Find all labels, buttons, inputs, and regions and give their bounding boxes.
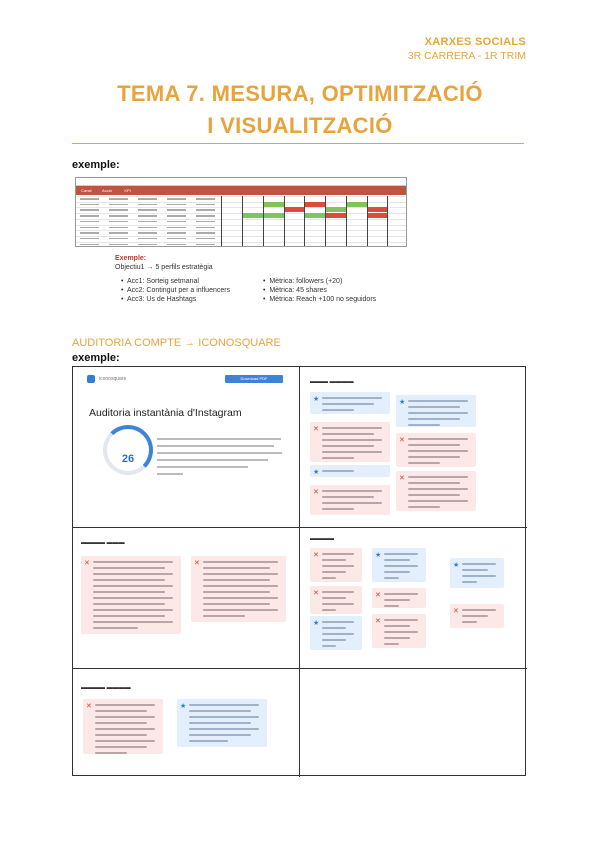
panel-title: ▬▬▬ ▬▬▬▬	[310, 379, 354, 385]
panel-title: ▬▬▬▬ ▬▬▬▬	[81, 685, 131, 691]
text-line	[384, 565, 418, 567]
sheet-text-cell	[109, 244, 128, 246]
sheet-text-cell	[196, 215, 215, 217]
sheet-text-cell	[109, 227, 128, 229]
star-icon: ★	[313, 396, 320, 403]
text-line	[322, 571, 346, 573]
star-icon: ★	[375, 552, 382, 559]
cross-icon: ✕	[313, 552, 319, 559]
star-icon: ★	[313, 469, 320, 476]
text-line	[322, 597, 346, 599]
warning-card	[83, 699, 163, 754]
audit-description	[157, 435, 287, 480]
warning-card	[372, 588, 426, 608]
sheet-text-cell	[196, 198, 215, 200]
text-line	[384, 553, 418, 555]
sheet-text-cell	[138, 238, 157, 240]
sheet-text-cell	[196, 221, 215, 223]
text-line	[93, 567, 165, 569]
sheet-status-cell	[242, 213, 263, 218]
course-title: XARXES SOCIALS	[424, 36, 526, 48]
text-line	[189, 722, 251, 724]
sheet-text-cell	[138, 209, 157, 211]
text-line	[408, 506, 440, 508]
text-line	[322, 621, 354, 623]
text-line	[189, 734, 251, 736]
sheet-text-cell	[167, 209, 186, 211]
text-line	[384, 637, 410, 639]
text-line	[408, 412, 468, 414]
sheet-col-line	[221, 196, 222, 247]
text-line	[95, 710, 147, 712]
text-line	[322, 502, 382, 504]
sheet-col-line	[242, 196, 243, 247]
sheet-status-cell	[304, 202, 325, 207]
sheet-text-cell	[196, 209, 215, 211]
sheet-status-cell	[263, 202, 284, 207]
sheet-status-cell	[367, 213, 388, 218]
sheet-header-cell: KPI	[124, 188, 131, 193]
audit-screenshot-grid	[72, 366, 526, 776]
notes-item: • Mètrica: Reach +100 no seguidors	[263, 296, 377, 303]
sheet-text-cell	[80, 198, 99, 200]
sheet-status-cell	[263, 213, 284, 218]
warning-card	[372, 614, 426, 648]
text-line	[322, 451, 382, 453]
sheet-header-cell	[282, 186, 303, 195]
score-gauge-icon	[103, 425, 153, 475]
tip-card	[396, 395, 476, 427]
warning-card	[310, 485, 390, 515]
sheet-col-line	[304, 196, 305, 247]
text-line	[93, 621, 173, 623]
text-line	[462, 581, 477, 583]
text-line	[322, 409, 354, 411]
cross-icon: ✕	[86, 703, 92, 710]
text-line	[203, 579, 270, 581]
sheet-col-line	[346, 196, 347, 247]
course-subtitle: 3R CARRERA - 1R TRIM	[407, 50, 526, 62]
sheet-col-line	[284, 196, 285, 247]
text-line	[203, 591, 270, 593]
iconosquare-topbar	[87, 375, 283, 385]
cross-icon: ✕	[313, 590, 319, 597]
sheet-text-cell	[167, 227, 186, 229]
warning-card	[191, 556, 286, 622]
text-line	[189, 728, 259, 730]
star-icon: ★	[453, 562, 460, 569]
text-line	[462, 563, 496, 565]
text-line	[203, 561, 278, 563]
sheet-header-cell	[159, 186, 180, 195]
text-line	[322, 508, 354, 510]
sheet-text-cell	[80, 221, 99, 223]
audit-cards-panel-3	[300, 528, 527, 669]
text-line	[322, 496, 374, 498]
text-line	[189, 716, 259, 718]
text-line	[322, 633, 354, 635]
text-line	[322, 457, 354, 459]
notes-item: • Mètrica: 45 shares	[263, 287, 327, 294]
text-line	[408, 462, 440, 464]
notes-left-list	[121, 277, 230, 304]
text-line	[203, 609, 278, 611]
audit-cards-panel-1	[300, 367, 527, 528]
cross-icon: ✕	[194, 560, 200, 567]
text-line	[462, 609, 496, 611]
sheet-grid	[76, 196, 407, 247]
sheet-status-cell	[325, 213, 346, 218]
text-line	[462, 569, 488, 571]
text-line	[93, 603, 165, 605]
sheet-text-cell	[138, 204, 157, 206]
text-line	[95, 734, 147, 736]
text-line	[462, 621, 477, 623]
text-line	[462, 615, 488, 617]
sheet-text-cell	[196, 227, 215, 229]
text-line	[322, 433, 374, 435]
text-line	[93, 591, 165, 593]
sheet-header-cell	[385, 186, 406, 195]
tip-card	[450, 558, 504, 588]
cross-icon: ✕	[399, 475, 405, 482]
warning-card	[81, 556, 181, 634]
text-line	[95, 716, 155, 718]
text-line	[384, 631, 418, 633]
sheet-header-cell	[365, 186, 386, 195]
tip-card	[177, 699, 267, 747]
sheet-text-cell	[109, 198, 128, 200]
course-header	[408, 36, 526, 62]
text-line	[93, 579, 165, 581]
text-line	[93, 597, 173, 599]
text-line	[95, 722, 147, 724]
warning-card	[310, 548, 362, 582]
sheet-text-cell	[196, 238, 215, 240]
sheet-col-line	[387, 196, 388, 247]
text-line	[189, 740, 228, 742]
text-line	[384, 559, 410, 561]
section-title: AUDITORIA COMPTE → ICONOSQUARE	[72, 337, 281, 349]
text-line	[203, 615, 245, 617]
notes-subheading: Objectiu1 → 5 perfils estratègia	[115, 264, 213, 271]
sheet-header-cell	[303, 186, 324, 195]
empty-panel	[300, 669, 527, 777]
sheet-header-cell: Acció	[102, 188, 112, 193]
notes-item: • Acc1: Sorteig setmanal	[121, 278, 199, 285]
title-divider	[72, 143, 524, 144]
warning-card	[396, 433, 476, 467]
instagram-audit-panel	[73, 367, 300, 528]
text-line	[322, 445, 374, 447]
notes-heading: Exemple:	[115, 255, 147, 262]
text-line	[322, 603, 354, 605]
text-line	[322, 591, 354, 593]
sheet-text-cell	[80, 209, 99, 211]
sheet-status-cell	[346, 202, 367, 207]
sheet-header-cell	[138, 186, 159, 195]
text-line	[322, 439, 382, 441]
text-line	[322, 609, 336, 611]
sheet-text-cell	[109, 215, 128, 217]
sheet-col-line	[367, 196, 368, 247]
cross-icon: ✕	[375, 592, 381, 599]
text-line	[322, 403, 374, 405]
audit-heading: Auditoria instantània d'Instagram	[89, 407, 242, 419]
sheet-text-cell	[167, 215, 186, 217]
audit-score: 26	[121, 453, 135, 465]
text-line	[408, 494, 460, 496]
text-line	[95, 752, 127, 754]
text-line	[322, 639, 346, 641]
warning-card	[450, 604, 504, 628]
text-line	[189, 704, 259, 706]
text-line	[384, 605, 399, 607]
sheet-header-cell: Canal	[81, 188, 92, 193]
sheet-text-cell	[167, 244, 186, 246]
sheet-text-cell	[196, 232, 215, 234]
sheet-text-cell	[80, 215, 99, 217]
text-line	[93, 585, 173, 587]
text-line	[408, 424, 440, 426]
sheet-text-cell	[138, 232, 157, 234]
audit-cards-panel-2	[73, 528, 300, 669]
text-line	[408, 488, 468, 490]
cross-icon: ✕	[399, 437, 405, 444]
audit-cards-panel-4	[73, 669, 300, 777]
sheet-text-cell	[80, 232, 99, 234]
sheet-text-cell	[138, 215, 157, 217]
title-line-2: I VISUALITZACIÓ	[207, 113, 393, 138]
text-line	[93, 573, 173, 575]
iconosquare-logo-icon	[87, 375, 95, 383]
sheet-header-cell	[220, 186, 241, 195]
sheet-text-cell	[109, 221, 128, 223]
text-line	[322, 490, 382, 492]
text-line	[384, 625, 410, 627]
sheet-header-cell	[241, 186, 262, 195]
text-line	[408, 500, 468, 502]
tip-card	[310, 392, 390, 414]
text-line	[95, 728, 155, 730]
sheet-text-cell	[196, 204, 215, 206]
text-line	[322, 565, 354, 567]
text-line	[93, 627, 138, 629]
sheet-text-cell	[80, 227, 99, 229]
text-line	[203, 603, 270, 605]
sheet-caption	[76, 178, 406, 186]
warning-card	[310, 422, 390, 462]
text-line	[384, 577, 399, 579]
cross-icon: ✕	[313, 426, 319, 433]
text-line	[322, 645, 336, 647]
text-line	[384, 643, 399, 645]
sheet-status-cell	[325, 207, 346, 212]
star-icon: ★	[313, 620, 320, 627]
star-icon: ★	[399, 399, 406, 406]
sheet-text-cell	[109, 209, 128, 211]
sheet-status-cell	[284, 207, 305, 212]
sheet-text-cell	[167, 221, 186, 223]
text-line	[322, 397, 382, 399]
text-line	[408, 456, 460, 458]
notes-item: • Mètrica: followers (+20)	[263, 278, 343, 285]
cross-icon: ✕	[313, 489, 319, 496]
text-line	[408, 476, 468, 478]
sheet-text-cell	[167, 238, 186, 240]
text-line	[203, 585, 278, 587]
sheet-text-cell	[80, 204, 99, 206]
sheet-text-cell	[109, 232, 128, 234]
sheet-status-cell	[367, 207, 388, 212]
sheet-text-cell	[167, 204, 186, 206]
sheet-text-cell	[109, 204, 128, 206]
warning-card	[396, 471, 476, 511]
text-line	[408, 418, 460, 420]
text-line	[322, 627, 346, 629]
text-line	[93, 609, 173, 611]
text-line	[203, 567, 270, 569]
sheet-text-cell	[80, 244, 99, 246]
text-line	[462, 575, 496, 577]
cross-icon: ✕	[453, 608, 459, 615]
cross-icon: ✕	[375, 618, 381, 625]
text-line	[203, 573, 278, 575]
text-line	[384, 571, 410, 573]
sheet-header-cell	[179, 186, 200, 195]
sheet-text-cell	[196, 244, 215, 246]
sheet-text-cell	[167, 232, 186, 234]
text-line	[95, 740, 155, 742]
sheet-text-cell	[138, 244, 157, 246]
kpi-spreadsheet-image	[75, 177, 407, 247]
tip-card	[310, 616, 362, 650]
notes-item: • Acc3: Us de Hashtags	[121, 296, 197, 303]
text-line	[203, 597, 278, 599]
text-line	[408, 450, 468, 452]
sheet-col-line	[325, 196, 326, 247]
sheet-text-cell	[138, 227, 157, 229]
sheet-text-cell	[138, 198, 157, 200]
text-line	[322, 577, 336, 579]
sheet-header-cell	[262, 186, 283, 195]
example-label: exemple:	[72, 352, 120, 364]
sheet-header-row	[76, 186, 406, 195]
text-line	[408, 444, 460, 446]
text-line	[322, 559, 346, 561]
sheet-text-cell	[109, 238, 128, 240]
text-line	[93, 615, 165, 617]
text-line	[408, 438, 468, 440]
sheet-col-line	[263, 196, 264, 247]
sheet-header-cell	[324, 186, 345, 195]
text-line	[95, 746, 147, 748]
text-line	[189, 710, 251, 712]
download-button[interactable]: Download PDF	[225, 375, 283, 383]
text-line	[322, 427, 382, 429]
sheet-header-cell	[344, 186, 365, 195]
example-label: exemple:	[72, 159, 120, 171]
example-notes	[115, 255, 415, 317]
text-line	[408, 400, 468, 402]
title-line-1: TEMA 7. MESURA, OPTIMITZACIÓ	[117, 81, 483, 106]
text-line	[95, 704, 155, 706]
cross-icon: ✕	[84, 560, 90, 567]
sheet-text-cell	[80, 238, 99, 240]
page-title	[0, 78, 600, 142]
text-line	[384, 593, 418, 595]
text-line	[93, 561, 173, 563]
tip-card	[310, 465, 390, 477]
notes-item: • Acc2: Contingut per a influencers	[121, 287, 231, 294]
brand-name: iconosquare	[99, 376, 127, 382]
star-icon: ★	[180, 703, 187, 710]
warning-card	[310, 586, 362, 614]
panel-title: ▬▬▬▬	[310, 536, 334, 542]
sheet-text-cell	[167, 198, 186, 200]
notes-right-list	[263, 277, 376, 304]
tip-card	[372, 548, 426, 582]
text-line	[384, 599, 410, 601]
sheet-status-cell	[304, 213, 325, 218]
text-line	[322, 553, 354, 555]
text-line	[322, 470, 354, 472]
sheet-text-cell	[138, 221, 157, 223]
panel-title: ▬▬▬▬ ▬▬▬	[81, 540, 125, 546]
text-line	[384, 619, 418, 621]
text-line	[408, 406, 460, 408]
text-line	[408, 482, 460, 484]
sheet-header-cell	[200, 186, 221, 195]
